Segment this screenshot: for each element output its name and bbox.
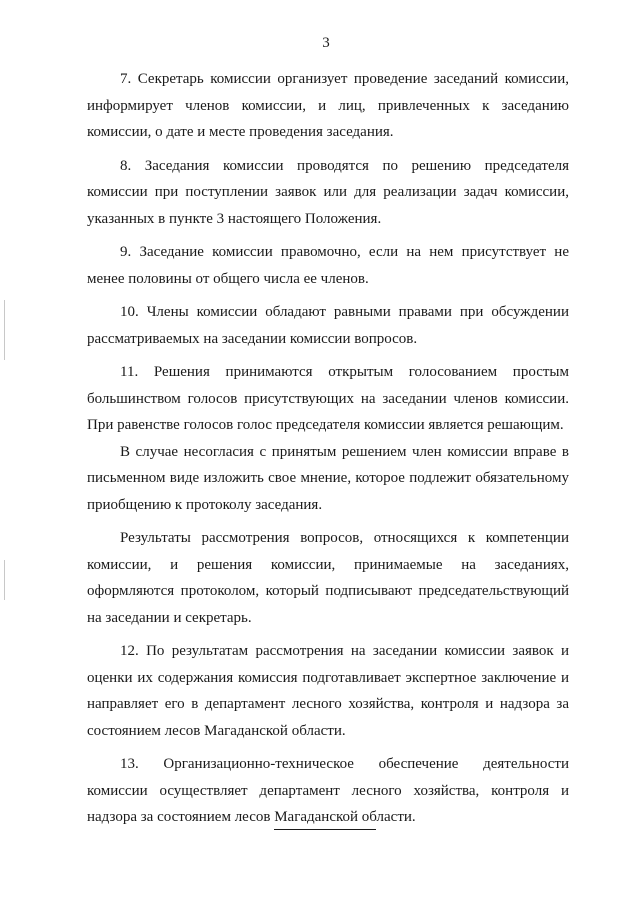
scan-edge-mark	[4, 560, 5, 600]
paragraph-12: 12. По результатам рассмотрения на заседании комиссии заявок и оценки их содержания комиссия подготавливает экспертное заключение и направляет его в департамент лесного хозяйства, контроля и надзора за состоянием лесов Магаданской области.	[87, 643, 569, 739]
scan-edge-mark	[4, 300, 5, 360]
paragraph-7: 7. Секретарь комиссии организует проведение заседаний комиссии, информирует членов комиссии, и лиц, привлеченных к заседанию комиссии, о дате и месте проведения заседания.	[87, 71, 569, 140]
paragraph-10: 10. Члены комиссии обладают равными правами при обсуждении рассматриваемых на заседании комиссии вопросов.	[87, 304, 569, 347]
paragraph-9: 9. Заседание комиссии правомочно, если на нем присутствует не менее половины от общего числа ее членов.	[87, 244, 569, 287]
page-number: 3	[322, 35, 330, 51]
paragraph-11: 11. Решения принимаются открытым голосованием простым большинством голосов присутствующих на заседании членов комиссии. При равенстве голосов голос председателя комиссии является решающим.	[87, 364, 569, 433]
paragraph-11-results: Результаты рассмотрения вопросов, относящихся к компетенции комиссии, и решения комиссии, принимаемые на заседаниях, оформляются протоколом, который подписывают председательствующий на заседании и секретарь.	[87, 530, 569, 626]
document-body	[87, 66, 569, 838]
paragraph-11-disagreement: В случае несогласия с принятым решением член комиссии вправе в письменном виде изложить свое мнение, которое подлежит обязательному приобщению к протоколу заседания.	[87, 443, 569, 513]
end-separator-line	[274, 829, 376, 830]
paragraph-13: 13. Организационно-техническое обеспечение деятельности комиссии осуществляет департамент лесного хозяйства, контроля и надзора за состоянием лесов Магаданской области.	[87, 756, 569, 825]
paragraph-8: 8. Заседания комиссии проводятся по решению председателя комиссии при поступлении заявок или для реализации задач комиссии, указанных в пункте 3 настоящего Положения.	[87, 157, 569, 227]
